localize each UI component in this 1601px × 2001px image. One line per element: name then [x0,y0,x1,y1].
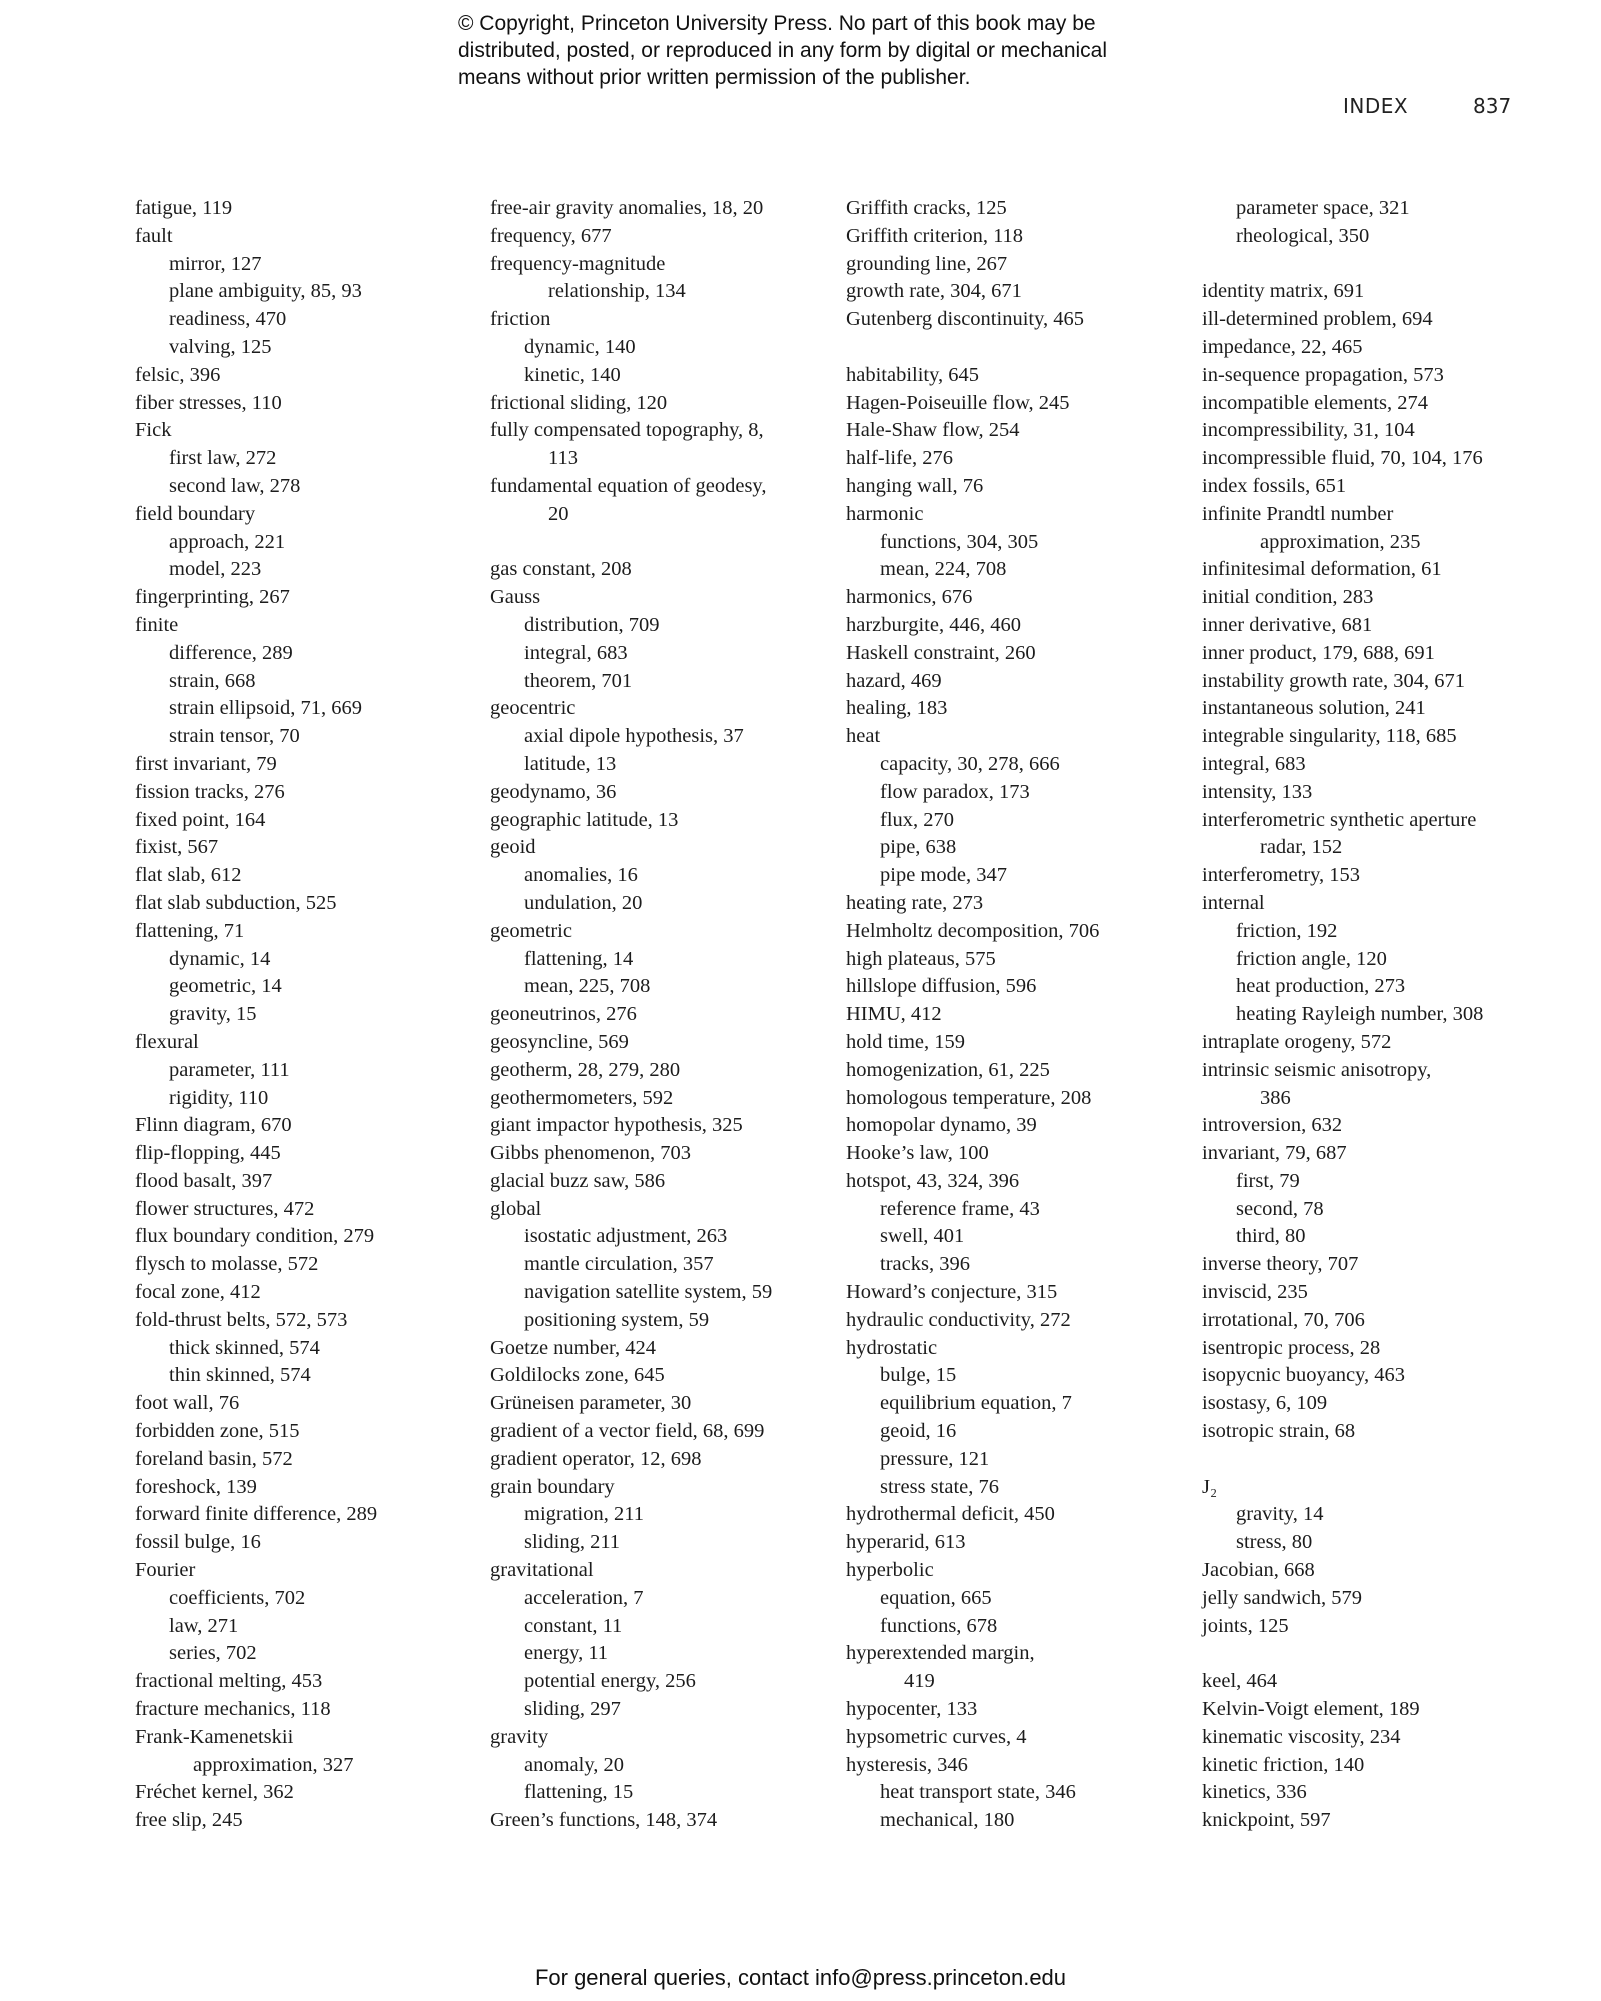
index-entry: incompatible elements, 274 [1202,391,1429,414]
index-entry: fracture mechanics, 118 [135,1698,331,1721]
index-entry: high plateaus, 575 [846,947,996,970]
index-entry: forward finite difference, 289 [135,1503,378,1526]
index-entry: harmonics, 676 [846,586,973,609]
index-entry: hotspot, 43, 324, 396 [846,1169,1020,1192]
index-entry: frequency, 677 [490,224,612,247]
index-entry: forbidden zone, 515 [135,1420,300,1443]
index-subentry: second law, 278 [169,474,301,497]
running-head [1300,92,1512,122]
index-entry: homologous temperature, 208 [846,1086,1092,1109]
index-entry: Hagen-Poiseuille flow, 245 [846,391,1070,414]
index-entry: hypocenter, 133 [846,1698,978,1721]
index-subentry: undulation, 20 [524,891,643,914]
copyright-line: means without prior written permission of the publisher. [458,66,971,89]
index-entry: Gutenberg discontinuity, 465 [846,308,1085,331]
index-subentry: approach, 221 [169,530,286,553]
index-subentry: theorem, 701 [524,669,633,692]
index-entry: geographic latitude, 13 [490,808,679,831]
index-subentry: pipe, 638 [880,836,957,859]
index-subentry: integral, 683 [524,641,628,664]
index-entry: healing, 183 [846,697,948,720]
index-entry: hyperarid, 613 [846,1531,966,1554]
index-subentry: relationship, 134 [548,280,686,303]
index-subentry: kinetic, 140 [524,363,621,386]
index-entry: first invariant, 79 [135,752,277,775]
index-entry: homogenization, 61, 225 [846,1058,1050,1081]
index-entry: fault [135,224,173,247]
index-entry: HIMU, 412 [846,1003,942,1026]
index-entry: initial condition, 283 [1202,586,1374,609]
index-subentry: sliding, 297 [524,1698,621,1721]
index-entry: geodynamo, 36 [490,780,617,803]
index-subentry: stress state, 76 [880,1475,999,1498]
index-subentry: 113 [548,447,578,470]
index-entry: gravity [490,1725,549,1748]
index-entry: instability growth rate, 304, 671 [1202,669,1466,692]
index-entry: isotropic strain, 68 [1202,1420,1356,1443]
index-entry: grain boundary [490,1475,615,1498]
index-entry: hypsometric curves, 4 [846,1725,1027,1748]
index-entry: flat slab, 612 [135,864,242,887]
section-label: INDEX [1343,94,1409,118]
index-entry: geothermometers, 592 [490,1086,674,1109]
index-subentry: approximation, 327 [193,1753,354,1776]
index-entry: inner product, 179, 688, 691 [1202,641,1435,664]
index-entry: introversion, 632 [1202,1114,1343,1137]
index-subentry: positioning system, 59 [524,1308,710,1331]
index-entry: identity matrix, 691 [1202,280,1365,303]
index-entry: focal zone, 412 [135,1281,261,1304]
index-subentry: mantle circulation, 357 [524,1253,714,1276]
letter-group-gap [1202,1640,1483,1668]
index-entry: Hooke’s law, 100 [846,1142,989,1165]
index-subentry: heat transport state, 346 [880,1781,1076,1804]
index-entry: fixed point, 164 [135,808,266,831]
index-entry: field boundary [135,502,256,525]
index-subentry: series, 702 [169,1642,257,1665]
index-entry: Jacobian, 668 [1202,1559,1315,1582]
index-subentry: coefficients, 702 [169,1586,306,1609]
index-entry: growth rate, 304, 671 [846,280,1022,303]
index-entry: hyperextended margin, [846,1642,1035,1665]
index-column-4 [1202,195,1483,1835]
index-entry: global [490,1197,542,1220]
index-entry: flip-flopping, 445 [135,1142,281,1165]
index-entry: foreshock, 139 [135,1475,257,1498]
index-entry: Goldilocks zone, 645 [490,1364,665,1387]
index-entry: geocentric [490,697,576,720]
index-entry: heat [846,725,881,748]
index-entry: invariant, 79, 687 [1202,1142,1347,1165]
index-entry: integrable singularity, 118, 685 [1202,725,1457,748]
index-entry: flexural [135,1030,199,1053]
index-entry: Fick [135,419,172,442]
index-entry: geotherm, 28, 279, 280 [490,1058,681,1081]
index-column-2 [490,195,772,1835]
index-subentry: mechanical, 180 [880,1809,1015,1832]
index-subentry: anomalies, 16 [524,864,638,887]
index-subentry: reference frame, 43 [880,1197,1040,1220]
index-subentry: thin skinned, 574 [169,1364,311,1387]
index-subentry: second, 78 [1236,1197,1324,1220]
index-entry: Helmholtz decomposition, 706 [846,919,1100,942]
index-entry: inverse theory, 707 [1202,1253,1359,1276]
letter-group-gap [846,334,1099,362]
index-subentry: valving, 125 [169,335,272,358]
index-entry: isopycnic buoyancy, 463 [1202,1364,1406,1387]
index-subentry: stress, 80 [1236,1531,1313,1554]
index-subentry: first, 79 [1236,1169,1300,1192]
index-subentry: flow paradox, 173 [880,780,1030,803]
index-entry: irrotational, 70, 706 [1202,1308,1365,1331]
index-entry: keel, 464 [1202,1670,1278,1693]
index-subentry: capacity, 30, 278, 666 [880,752,1060,775]
index-entry: knickpoint, 597 [1202,1809,1331,1832]
index-subentry: 20 [548,502,569,525]
index-subentry: dynamic, 14 [169,947,271,970]
index-subentry: migration, 211 [524,1503,644,1526]
index-subentry: strain tensor, 70 [169,725,300,748]
copyright-line: distributed, posted, or reproduced in any form by digital or mechanical [458,39,1108,62]
index-entry: homopolar dynamo, 39 [846,1114,1037,1137]
index-entry: fiber stresses, 110 [135,391,282,414]
index-entry: finite [135,613,179,636]
index-entry: gradient of a vector field, 68, 699 [490,1420,765,1443]
index-entry: habitability, 645 [846,363,980,386]
index-subentry: thick skinned, 574 [169,1336,320,1359]
index-entry: kinetic friction, 140 [1202,1753,1365,1776]
index-entry: foreland basin, 572 [135,1447,293,1470]
footer-contact: For general queries, contact info@press.princeton.edu [534,1965,1067,1990]
index-subentry: strain, 668 [169,669,256,692]
index-entry: internal [1202,891,1265,914]
index-subentry: mean, 225, 708 [524,975,651,998]
index-subentry: friction angle, 120 [1236,947,1387,970]
index-entry: gas constant, 208 [490,558,632,581]
index-subentry: axial dipole hypothesis, 37 [524,725,744,748]
index-entry: inviscid, 235 [1202,1281,1308,1304]
index-subentry: isostatic adjustment, 263 [524,1225,728,1248]
index-entry: instantaneous solution, 241 [1202,697,1426,720]
index-subentry: rheological, 350 [1236,224,1370,247]
index-subentry: tracks, 396 [880,1253,970,1276]
index-entry: flower structures, 472 [135,1197,315,1220]
index-subentry: navigation satellite system, 59 [524,1281,773,1304]
index-subentry: readiness, 470 [169,308,287,331]
index-entry: Hale-Shaw flow, 254 [846,419,1020,442]
index-subentry: model, 223 [169,558,262,581]
index-subentry: dynamic, 140 [524,335,636,358]
index-entry: frequency-magnitude [490,252,666,275]
index-entry: foot wall, 76 [135,1392,240,1415]
index-entry: fixist, 567 [135,836,219,859]
index-entry: fractional melting, 453 [135,1670,323,1693]
page-number: 837 [1473,94,1512,118]
index-entry: kinetics, 336 [1202,1781,1307,1804]
index-subentry: parameter, 111 [169,1058,290,1081]
index-entry: free-air gravity anomalies, 18, 20 [490,197,764,219]
index-subentry: anomaly, 20 [524,1753,625,1776]
index-entry: flood basalt, 397 [135,1169,273,1192]
index-entry: fission tracks, 276 [135,780,285,803]
index-entry: Frank-Kamenetskii [135,1725,294,1748]
index-subentry: flattening, 15 [524,1781,634,1804]
index-subentry: distribution, 709 [524,613,660,636]
index-entry: Griffith cracks, 125 [846,197,1007,219]
index-entry: intensity, 133 [1202,780,1313,803]
index-entry: fatigue, 119 [135,197,233,219]
index-subentry: plane ambiguity, 85, 93 [169,280,362,303]
index-subentry: functions, 678 [880,1614,998,1637]
index-subentry: third, 80 [1236,1225,1306,1248]
index-entry: hydrothermal deficit, 450 [846,1503,1055,1526]
index-entry: flattening, 71 [135,919,245,942]
index-subentry: first law, 272 [169,447,277,470]
index-entry: geoneutrinos, 276 [490,1003,637,1026]
index-entry: harzburgite, 446, 460 [846,613,1021,636]
index-subentry: swell, 401 [880,1225,965,1248]
index-entry: in-sequence propagation, 573 [1202,363,1444,386]
index-entry: jelly sandwich, 579 [1202,1586,1362,1609]
index-subentry: rigidity, 110 [169,1086,269,1109]
index-subentry: gravity, 14 [1236,1503,1324,1526]
index-entry: Gibbs phenomenon, 703 [490,1142,691,1165]
index-entry: hillslope diffusion, 596 [846,975,1037,998]
index-subentry: flux, 270 [880,808,955,831]
index-entry: grounding line, 267 [846,252,1008,275]
index-entry: J₂ [1202,1475,1218,1498]
index-subentry: difference, 289 [169,641,293,664]
index-entry: fold-thrust belts, 572, 573 [135,1308,348,1331]
index-entry: Fréchet kernel, 362 [135,1781,294,1804]
index-entry: infinitesimal deformation, 61 [1202,558,1442,581]
index-entry: intraplate orogeny, 572 [1202,1030,1392,1053]
index-subentry: radar, 152 [1260,836,1343,859]
index-entry: Grüneisen parameter, 30 [490,1392,692,1415]
index-entry: hysteresis, 346 [846,1753,968,1776]
index-entry: frictional sliding, 120 [490,391,668,414]
index-subentry: constant, 11 [524,1614,623,1637]
index-subentry: heat production, 273 [1236,975,1406,998]
index-entry: Howard’s conjecture, 315 [846,1281,1058,1304]
index-entry: hydraulic conductivity, 272 [846,1308,1071,1331]
index-entry: Goetze number, 424 [490,1336,656,1359]
index-entry: hazard, 469 [846,669,942,692]
index-subentry: functions, 304, 305 [880,530,1039,553]
index-entry: heating rate, 273 [846,891,984,914]
index-entry: Flinn diagram, 670 [135,1114,292,1137]
index-subentry: gravity, 15 [169,1003,257,1026]
index-subentry: acceleration, 7 [524,1586,644,1609]
index-entry: interferometric synthetic aperture [1202,808,1477,831]
index-entry: interferometry, 153 [1202,864,1361,887]
index-subentry: potential energy, 256 [524,1670,696,1693]
index-entry: gravitational [490,1559,594,1582]
index-entry: flux boundary condition, 279 [135,1225,375,1248]
index-entry: intrinsic seismic anisotropy, [1202,1058,1432,1081]
index-subentry: 386 [1260,1086,1291,1109]
index-entry: fundamental equation of geodesy, [490,474,767,497]
index-entry: incompressible fluid, 70, 104, 176 [1202,447,1483,470]
index-subentry: 419 [904,1670,935,1693]
index-entry: index fossils, 651 [1202,474,1347,497]
copyright-line: © Copyright, Princeton University Press. No part of this book may be [458,12,1096,35]
index-subentry: pipe mode, 347 [880,864,1007,887]
index-entry: half-life, 276 [846,447,954,470]
index-entry: flat slab subduction, 525 [135,891,337,914]
index-subentry: sliding, 211 [524,1531,621,1554]
index-column-3 [846,195,1099,1835]
letter-group-gap [1202,1446,1483,1474]
index-subentry: geometric, 14 [169,975,282,998]
index-subentry: friction, 192 [1236,919,1338,942]
index-entry: giant impactor hypothesis, 325 [490,1114,743,1137]
index-entry: geosyncline, 569 [490,1030,629,1053]
index-subentry: geoid, 16 [880,1420,957,1443]
index-entry: integral, 683 [1202,752,1306,775]
index-entry: incompressibility, 31, 104 [1202,419,1415,442]
index-entry: Gauss [490,586,541,609]
index-entry: fully compensated topography, 8, [490,419,764,442]
index-entry: geoid [490,836,536,859]
letter-group-gap [1202,251,1483,279]
index-entry: infinite Prandtl number [1202,502,1394,525]
copyright-notice [458,10,1178,91]
index-subentry: pressure, 121 [880,1447,990,1470]
index-entry: joints, 125 [1202,1614,1289,1637]
index-entry: Green’s functions, 148, 374 [490,1809,718,1832]
index-subentry: law, 271 [169,1614,239,1637]
index-subentry: approximation, 235 [1260,530,1421,553]
index-subentry: heating Rayleigh number, 308 [1236,1003,1484,1026]
index-subentry: mirror, 127 [169,252,262,275]
index-entry: friction [490,308,551,331]
index-entry: gradient operator, 12, 698 [490,1447,702,1470]
index-entry: fossil bulge, 16 [135,1531,261,1554]
index-entry: hanging wall, 76 [846,474,984,497]
index-entry: hyperbolic [846,1559,934,1582]
index-entry: isentropic process, 28 [1202,1336,1381,1359]
index-entry: impedance, 22, 465 [1202,335,1363,358]
index-subentry: latitude, 13 [524,752,617,775]
index-entry: free slip, 245 [135,1809,243,1832]
index-entry: ill-determined problem, 694 [1202,308,1433,331]
index-subentry: equation, 665 [880,1586,992,1609]
index-entry: flysch to molasse, 572 [135,1253,319,1276]
index-subentry: strain ellipsoid, 71, 669 [169,697,363,720]
index-entry: harmonic [846,502,924,525]
index-subentry: mean, 224, 708 [880,558,1007,581]
index-entry: inner derivative, 681 [1202,613,1373,636]
index-entry: hold time, 159 [846,1030,966,1053]
index-entry: geometric [490,919,572,942]
index-entry: kinematic viscosity, 234 [1202,1725,1401,1748]
index-entry: hydrostatic [846,1336,938,1359]
index-entry: Griffith criterion, 118 [846,224,1024,247]
index-subentry: flattening, 14 [524,947,634,970]
index-entry: isostasy, 6, 109 [1202,1392,1328,1415]
index-entry: glacial buzz saw, 586 [490,1169,666,1192]
index-column-1 [135,195,377,1835]
index-entry: Kelvin-Voigt element, 189 [1202,1698,1420,1721]
index-entry: felsic, 396 [135,363,221,386]
index-entry: Haskell constraint, 260 [846,641,1036,664]
index-subentry: parameter space, 321 [1236,197,1410,219]
index-subentry: equilibrium equation, 7 [880,1392,1072,1415]
index-subentry: bulge, 15 [880,1364,957,1387]
index-entry: Fourier [135,1559,196,1582]
index-entry: fingerprinting, 267 [135,586,290,609]
index-subentry: energy, 11 [524,1642,609,1665]
letter-group-gap [490,529,772,557]
